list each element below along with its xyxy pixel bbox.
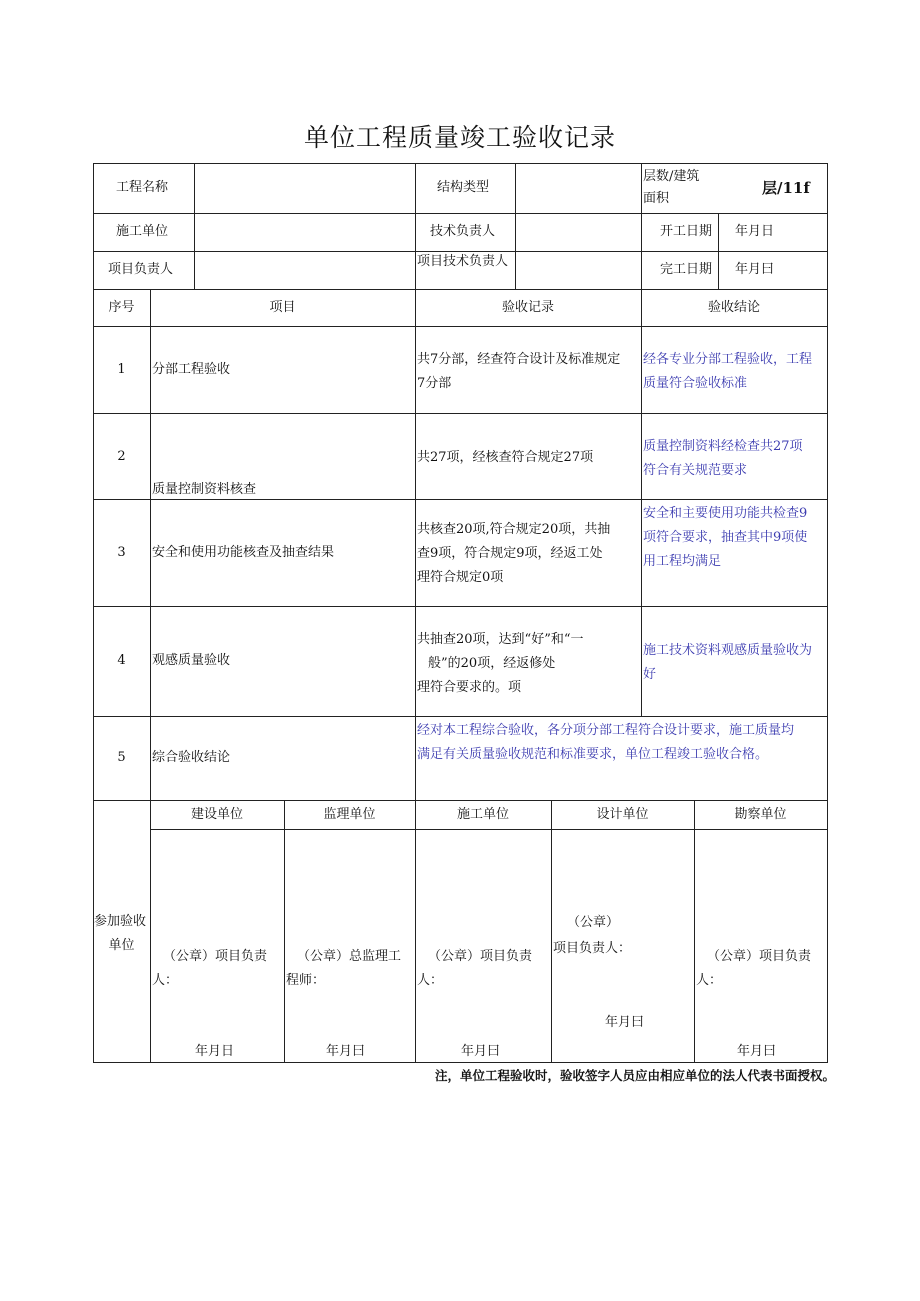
- row-item: 分部工程验收: [152, 362, 231, 377]
- unit-signature-line: 人：: [152, 973, 179, 988]
- final-conclusion-line: 满足有关质量验收规范和标准要求，单位工程竣工验收合格。: [417, 747, 769, 762]
- start-date-value: 年月日: [735, 224, 775, 239]
- row-record-line: 共核查20项,符合规定20项，共抽: [417, 522, 611, 537]
- start-date-label: 开工日期: [660, 224, 713, 239]
- row-item: 安全和使用功能核查及抽查结果: [152, 545, 335, 560]
- row-conclusion-line: 好: [643, 667, 657, 682]
- participants-label-line1: 参加验收: [94, 914, 147, 929]
- unit-name: 监理单位: [323, 807, 376, 822]
- end-date-value: 年月曰: [735, 262, 775, 277]
- row-seq: 2: [117, 449, 126, 464]
- unit-date: 年月曰: [326, 1044, 366, 1059]
- unit-signature-line: （公章）项目负责: [428, 949, 533, 964]
- row-conclusion-line: 安全和主要使用功能共检查9: [643, 506, 808, 521]
- row-record-line: 共7分部，经查符合设计及标准规定: [417, 352, 621, 367]
- unit-date: 年月曰: [605, 1015, 645, 1030]
- contractor-label: 施工单位: [116, 224, 169, 239]
- unit-name: 建设单位: [190, 807, 243, 822]
- row-conclusion-line: 经各专业分部工程验收，工程: [643, 352, 813, 367]
- column-header-record: 验收记录: [501, 300, 554, 315]
- column-header-conclusion: 验收结论: [707, 300, 760, 315]
- unit-signature-line: 人：: [417, 973, 444, 988]
- row-seq: 1: [117, 362, 126, 377]
- row-record-line: 理符合规定0项: [417, 570, 504, 585]
- row-conclusion-line: 项符合要求，抽查其中9项使: [643, 530, 808, 545]
- row-conclusion-line: 符合有关规范要求: [643, 463, 748, 478]
- row-conclusion-line: 质量符合验收标准: [643, 376, 748, 391]
- unit-name: 设计单位: [596, 807, 649, 822]
- row-seq: 5: [117, 750, 126, 765]
- project-tech-lead-label: 项目技术负责人: [417, 254, 509, 269]
- unit-name: 施工单位: [456, 807, 509, 822]
- project-manager-label: 项目负责人: [108, 262, 174, 277]
- row-record-line: 共抽查20项，达到“好”和“一: [417, 632, 584, 647]
- floors-value: 层/11f: [762, 179, 810, 197]
- row-item: 综合验收结论: [152, 750, 231, 765]
- unit-signature-line: （公章）项目负责: [163, 949, 268, 964]
- unit-date: 年月曰: [737, 1044, 777, 1059]
- floors-label-line1: 层数/建筑: [643, 169, 700, 184]
- final-conclusion-line: 经对本工程综合验收，各分项分部工程符合设计要求，施工质量均: [417, 723, 795, 738]
- unit-date: 年月曰: [461, 1044, 501, 1059]
- row-conclusion-line: 用工程均满足: [643, 554, 722, 569]
- row-seq: 3: [117, 545, 126, 560]
- tech-lead-label: 技术负责人: [430, 224, 496, 239]
- participants-label-line2: 单位: [108, 938, 135, 953]
- row-record-line: 共27项，经核查符合规定27项: [417, 450, 594, 465]
- row-conclusion-line: 施工技术资料观感质量验收为: [643, 643, 813, 658]
- unit-signature-line: 人：: [696, 973, 723, 988]
- unit-signature-line: 项目负责人：: [553, 941, 632, 956]
- row-conclusion-line: 质量控制资料经检查共27项: [643, 439, 803, 454]
- floors-label-line2: 面积: [643, 191, 670, 206]
- end-date-label: 完工日期: [660, 262, 713, 277]
- unit-signature-line: （公章）总监理工: [297, 949, 402, 964]
- row-item: 质量控制资料核查: [152, 482, 257, 497]
- column-header-item: 项目: [269, 300, 296, 315]
- structure-type-label: 结构类型: [437, 180, 490, 195]
- project-name-label: 工程名称: [116, 180, 169, 195]
- row-record-line: 查9项，符合规定9项，经返工处: [417, 546, 603, 561]
- row-seq: 4: [117, 653, 126, 668]
- unit-signature-line: 程师：: [286, 973, 326, 988]
- row-item: 观感质量验收: [152, 653, 231, 668]
- column-header-seq: 序号: [108, 300, 135, 315]
- row-record-line: 般”的20项，经返修处: [428, 656, 556, 671]
- unit-name: 勘察单位: [734, 807, 787, 822]
- footnote: 注，单位工程验收时，验收签字人员应由相应单位的法人代表书面授权。: [434, 1068, 835, 1083]
- page-title: 单位工程质量竣工验收记录: [303, 123, 616, 152]
- unit-date: 年月日: [195, 1044, 235, 1059]
- unit-signature-line: （公章）: [567, 915, 620, 930]
- unit-signature-line: （公章）项目负责: [707, 949, 812, 964]
- row-record-line: 7分部: [417, 376, 452, 391]
- row-record-line: 理符合要求的。项: [417, 680, 522, 695]
